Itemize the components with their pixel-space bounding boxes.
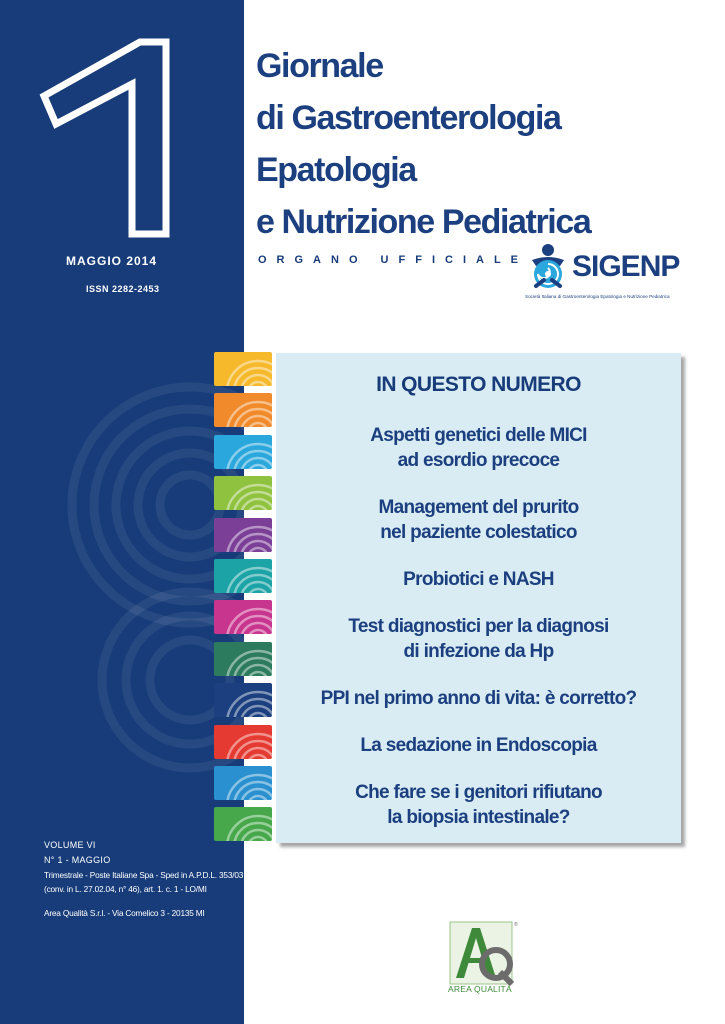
article-line: Che fare se i genitori rifiutano xyxy=(355,782,602,803)
article-title[interactable] xyxy=(276,780,681,830)
color-tab xyxy=(214,600,272,634)
postal-info xyxy=(44,868,243,896)
tab-arc-pattern xyxy=(214,600,272,634)
color-tab xyxy=(214,352,272,386)
article-line: Aspetti genetici delle MICI xyxy=(370,425,587,446)
tab-arc-pattern xyxy=(214,683,272,717)
color-tab xyxy=(214,435,272,469)
article-line: di infezione da Hp xyxy=(403,641,554,662)
color-tab xyxy=(214,725,272,759)
title-line: Giornale xyxy=(256,47,383,85)
article-line: Management del prurito xyxy=(378,497,579,518)
color-tab xyxy=(214,642,272,676)
title-line: di Gastroenterologia xyxy=(256,99,561,137)
sigenp-symbol-icon xyxy=(522,240,574,292)
color-tab xyxy=(214,807,272,841)
article-line: La sedazione in Endoscopia xyxy=(360,735,597,756)
article-title[interactable] xyxy=(276,733,681,758)
svg-text:®: ® xyxy=(514,922,518,928)
color-tab xyxy=(214,518,272,552)
issue-number-value: 1 xyxy=(106,158,107,159)
article-line: PPI nel primo anno di vita: è corretto? xyxy=(320,688,637,709)
title-line: Epatologia xyxy=(256,151,416,189)
sigenp-logo xyxy=(522,236,722,306)
volume-label: VOLUME VI xyxy=(44,840,96,850)
tab-arc-pattern xyxy=(214,518,272,552)
postal-line: Trimestrale - Poste Italiane Spa - Sped in A.P.D.L. 353/03 xyxy=(44,870,244,880)
color-tab xyxy=(214,476,272,510)
article-line: Probiotici e NASH xyxy=(403,569,554,590)
tab-arc-pattern xyxy=(214,393,272,427)
issn: ISSN 2282-2453 xyxy=(86,284,160,294)
tab-arc-pattern xyxy=(214,807,272,841)
organo-ufficiale: ORGANO UFFICIALE xyxy=(258,254,528,266)
article-title[interactable] xyxy=(276,567,681,592)
tab-arc-pattern xyxy=(214,766,272,800)
color-tab xyxy=(214,393,272,427)
issue-date: MAGGIO 2014 xyxy=(66,254,158,268)
volume-info xyxy=(44,838,111,868)
article-line: Test diagnostici per la diagnosi xyxy=(348,616,609,637)
tab-arc-pattern xyxy=(214,725,272,759)
article-title[interactable] xyxy=(276,686,681,711)
color-tab xyxy=(214,683,272,717)
article-line: la biopsia intestinale? xyxy=(387,807,570,828)
tab-arc-pattern xyxy=(214,352,272,386)
issue-number xyxy=(36,38,176,238)
contents-heading: IN QUESTO NUMERO xyxy=(376,373,581,396)
title-line: e Nutrizione Pediatrica xyxy=(256,203,591,241)
contents-box xyxy=(276,353,681,843)
color-tab xyxy=(214,766,272,800)
publisher-name: AREA QUALITÀ xyxy=(448,984,512,994)
article-title[interactable] xyxy=(276,423,681,473)
postal-line: (conv. in L. 27.02.04, n° 46), art. 1. c. 1 - LO/MI xyxy=(44,884,207,894)
tab-arc-pattern xyxy=(214,476,272,510)
tab-arc-pattern xyxy=(214,435,272,469)
article-title[interactable] xyxy=(276,495,681,545)
color-tab xyxy=(214,559,272,593)
article-line: ad esordio precoce xyxy=(397,450,560,471)
publisher-address: Area Qualità S.r.l. - Via Comelico 3 - 20135 MI xyxy=(44,908,205,918)
tab-arc-pattern xyxy=(214,559,272,593)
issue-number-label: N° 1 - MAGGIO xyxy=(44,855,111,865)
society-full-name: Società Italiana di Gastroenterologia Epatologia e Nutrizione Pediatrica xyxy=(525,294,670,299)
tab-arc-pattern xyxy=(214,642,272,676)
article-line: nel paziente colestatico xyxy=(380,522,577,543)
society-name: SIGENP xyxy=(572,250,680,283)
article-title[interactable] xyxy=(276,614,681,664)
journal-title xyxy=(256,40,590,248)
